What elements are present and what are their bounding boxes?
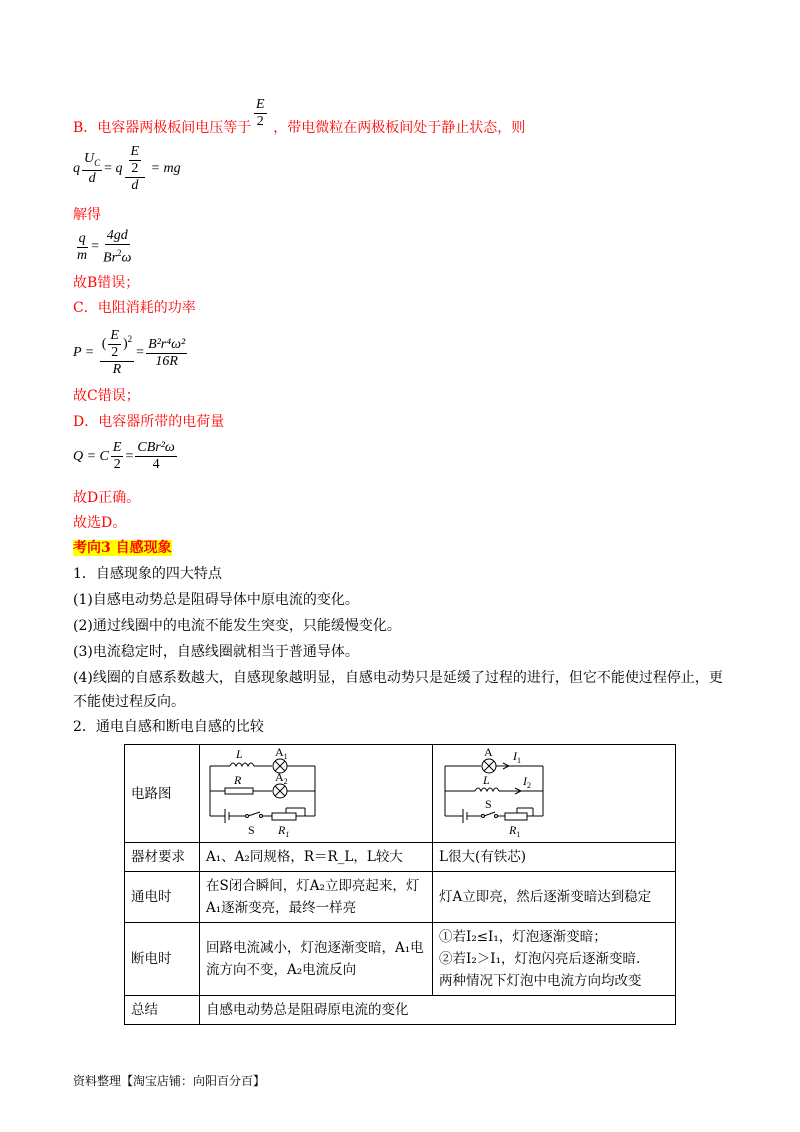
c-wrong: 故C错误； [73, 388, 140, 404]
feature-3: (3)电流稳定时，自感线圈就相当于普通导体。 [73, 644, 359, 660]
label-I1: $I_1$ [513, 748, 521, 765]
table-row [125, 872, 676, 923]
label-A2: $A_2$ [275, 769, 288, 786]
off-a: 回路电流减小，灯泡逐渐变暗，A₁电流方向不变，A₂电流反向 [200, 923, 433, 996]
req-b: L很大(有铁芯) [433, 843, 676, 872]
off-b [433, 923, 676, 996]
row-label-circuit: 电路图 [125, 745, 200, 843]
on-b: 灯A立即亮，然后逐渐变暗达到稳定 [433, 872, 676, 923]
label-S: S [248, 822, 255, 837]
feature-1: (1)自感电动势总是阻碍导体中原电流的变化。 [73, 592, 359, 608]
label-S-b: S [485, 796, 492, 811]
table-row [125, 843, 676, 872]
row-label-req: 器材要求 [125, 843, 200, 872]
d-right: 故D正确。 [73, 490, 141, 506]
table-row [125, 996, 676, 1025]
solve-label: 解得 [73, 207, 101, 223]
option-d: D．电容器所带的电荷量 [73, 414, 225, 430]
off-b-line-1: ①若I₂≤I₁，灯泡逐渐变暗； [439, 929, 607, 945]
option-b-fraction: $\frac{E}{2}$ [256, 97, 265, 129]
section-heading: 考向3 自感现象 [73, 540, 172, 556]
label-R1: $R_1$ [278, 822, 290, 839]
table-row [125, 923, 676, 996]
circuit-diagram-a [200, 745, 433, 843]
label-A: A [484, 745, 493, 759]
label-L: L [236, 746, 243, 761]
circuit-a-svg [200, 746, 432, 842]
equation-2: $\frac{q}{m}$ = $\frac{4gd}{Br^2\omega}$ [77, 228, 132, 266]
circuit-b-svg [433, 746, 673, 842]
req-a: A₁、A₂同规格，R＝R_L，L较大 [200, 843, 433, 872]
row-label-sum: 总结 [125, 996, 200, 1025]
off-b-line-3: 两种情况下灯泡中电流方向均改变 [439, 973, 642, 989]
summary: 自感电动势总是阻碍原电流的变化 [200, 996, 676, 1025]
b-wrong: 故B错误； [73, 275, 140, 291]
comparison-table [124, 744, 676, 1025]
label-I2: $I_2$ [523, 773, 531, 790]
feature-4-cont: 不能使过程反向。 [73, 694, 185, 710]
row-label-off: 断电时 [125, 923, 200, 996]
compare-title: 2．通电自感和断电自感的比较 [73, 719, 264, 735]
on-a: 在S闭合瞬间，灯A₂立即亮起来，灯A₁逐渐变亮，最终一样亮 [200, 872, 433, 923]
equation-1: q $\frac{U_C}{d}$ = q $\frac{\frac{E}{2}}{d}$ = mg [73, 144, 181, 193]
label-R: R [234, 772, 242, 787]
label-L-b: L [483, 772, 490, 787]
feature-4: (4)线圈的自感系数越大，自感现象越明显，自感电动势只是延缓了过程的进行，但它不能使过程停止，更 [73, 670, 723, 686]
footer: 资料整理【淘宝店铺：向阳百分百】 [73, 1074, 266, 1088]
table-row [125, 745, 676, 843]
off-b-line-2: ②若I₂＞I₁，灯泡闪亮后逐渐变暗. [439, 951, 641, 967]
option-c: C．电阻消耗的功率 [73, 300, 196, 316]
final-answer: 故选D。 [73, 515, 127, 531]
circuit-diagram-b [433, 745, 676, 843]
label-R1-b: $R_1$ [509, 822, 521, 839]
option-b-text: B．电容器两极板间电压等于 ，带电微粒在两极板间处于静止状态，则 [73, 120, 526, 136]
label-A1: $A_1$ [275, 745, 288, 761]
equation-3: P = ( $\frac{E}{2}$ )$^2$ R = $\frac{\text{B²r⁴ω²}}{16R}$ [73, 328, 186, 377]
feature-2: (2)通过线圈中的电流不能发生突变，只能缓慢变化。 [73, 618, 401, 634]
features-title: 1．自感现象的四大特点 [73, 566, 222, 582]
equation-4: Q = C $\frac{E}{2}$ = $\frac{\text{CBr²ω}}{4}$ [73, 440, 175, 472]
row-label-on: 通电时 [125, 872, 200, 923]
